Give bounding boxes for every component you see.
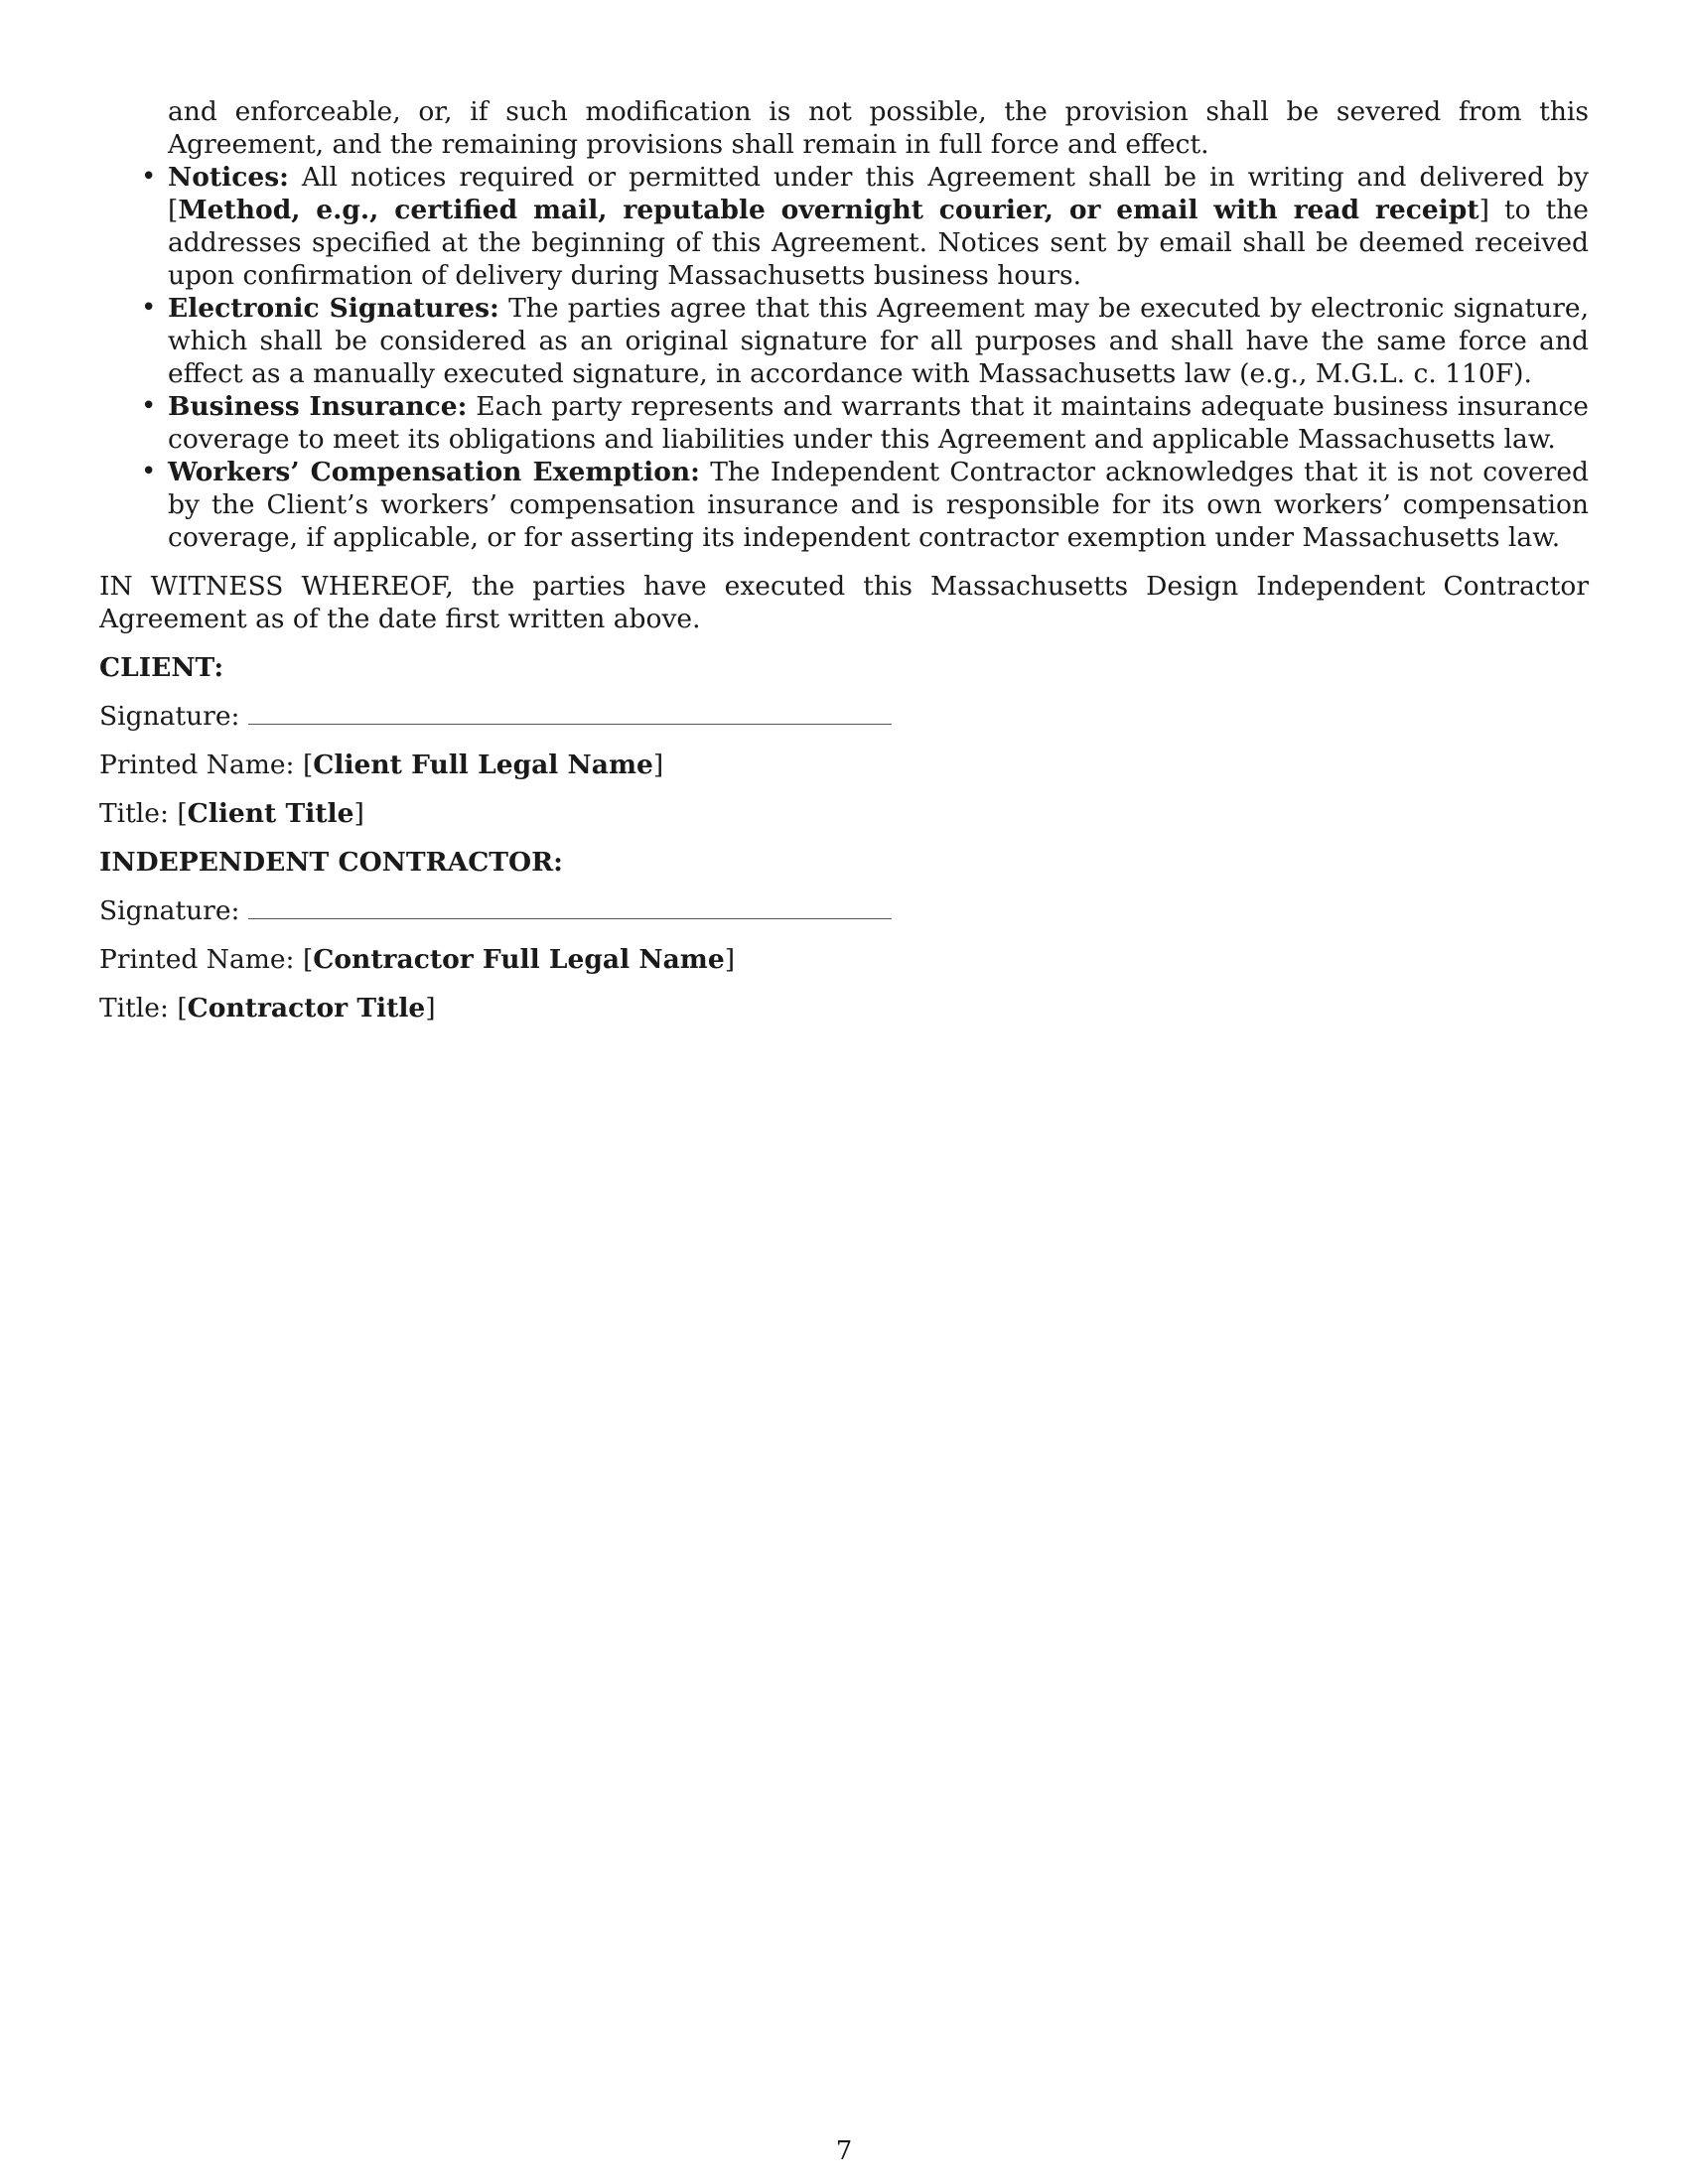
document-page [99,95,1589,1024]
contractor-title-line [99,992,1589,1024]
printed-name-label: Printed Name: [99,750,295,780]
title-label: Title: [99,798,169,829]
bullet-icon: • [141,457,157,486]
title-label: Title: [99,993,169,1024]
client-name-placeholder: Client Full Legal Name [313,750,653,780]
printed-name-label: Printed Name: [99,944,295,975]
bracket-close: ] [724,944,736,975]
client-title-placeholder: Client Title [187,798,354,829]
bullet-icon: • [141,293,157,323]
clause-heading: Electronic Signatures: [168,293,499,324]
clause-text: Each party represents and warrants that it maintains adequate business insurance coverage to meet its obligations and liabilities under this Agreement and applicable Massachusetts law. [168,391,1589,455]
clause-list [99,161,1589,554]
bracket-close: ] [1478,195,1489,225]
signature-label: Signature: [99,895,240,926]
signature-label: Signature: [99,701,240,732]
client-signature-line [99,700,1589,733]
contractor-title-placeholder: Contractor Title [187,993,426,1024]
contractor-name-placeholder: Contractor Full Legal Name [313,944,725,975]
severability-continuation: and enforceable, or, if such modification is not possible, the provision shall be severed from this Agreement, and the remaining provisions shall remain in full force and effect. [168,96,1589,160]
contractor-signature-blank[interactable] [248,896,892,919]
bracket-close: ] [652,750,664,780]
client-signature-blank[interactable] [248,702,892,725]
clause-text: The parties agree that this Agreement may be executed by electronic signature, which shall be considered as an original signature for all purposes and shall have the same force and effect as a manually executed signature, in accordance with Massachusetts law (e.g., M.G.L. c. 110F). [168,293,1589,389]
witness-paragraph: IN WITNESS WHEREOF, the parties have executed this Massachusetts Design Independent Contractor Agreement as of the date first written above. [99,571,1589,634]
clause-heading: Notices: [168,162,289,193]
bullet-icon: • [141,391,157,421]
bullet-icon: • [141,162,157,192]
clause-heading: Business Insurance: [168,391,468,422]
client-title-line [99,797,1589,830]
bracket-open: [ [168,195,179,225]
method-placeholder: Method, e.g., certified mail, reputable overnight courier, or email with read receipt [178,195,1479,225]
clause-text: All notices required or permitted under this Agreement shall be in writing and delivered by [288,162,1589,193]
bracket-open: [ [302,944,314,975]
bracket-open: [ [177,993,188,1024]
contractor-signature-line [99,894,1589,927]
contractor-printed-name-line [99,943,1589,976]
page-number: 7 [835,2136,853,2166]
clause-text: to the addresses specified at the beginning of this Agreement. Notices sent by email shall be deemed received upon confirmation of delivery during Massachusetts business hours. [168,195,1589,291]
bracket-close: ] [353,798,364,829]
client-heading: CLIENT: [99,652,224,683]
client-printed-name-line [99,749,1589,781]
list-item-workers-compensation [99,456,1589,554]
bracket-open: [ [177,798,188,829]
contractor-heading: INDEPENDENT CONTRACTOR: [99,847,563,878]
bracket-close: ] [425,993,436,1024]
list-item-electronic-signatures [99,292,1589,390]
bracket-open: [ [302,750,314,780]
clause-heading: Workers’ Compensation Exemption: [168,457,700,487]
list-item-notices [99,161,1589,292]
list-item-business-insurance [99,390,1589,456]
clause-text: The Independent Contractor acknowledges that it is not covered by the Client’s workers’ compensation insurance and is responsible for its own workers’ compensation coverage, if applicable, or for asserting its independent contractor exemption under Massachusetts law. [168,457,1589,553]
